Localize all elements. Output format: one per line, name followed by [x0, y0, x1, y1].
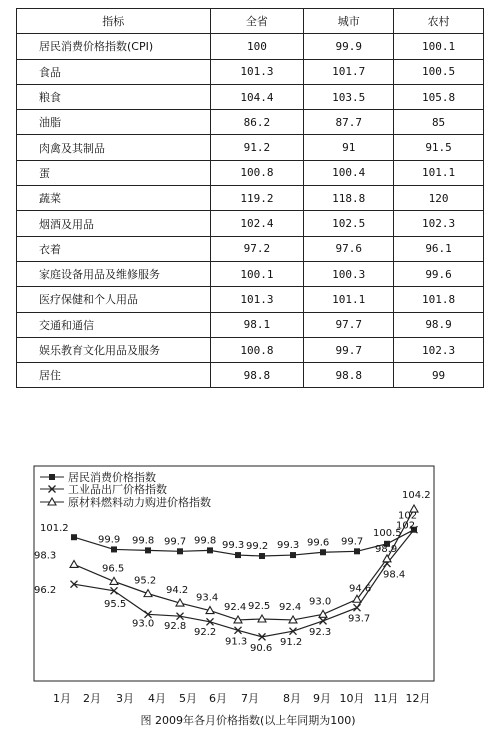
- header-province: 全省: [210, 9, 304, 34]
- cpi-marker: [71, 534, 77, 540]
- cpi-series-data-label: 101.2: [40, 523, 69, 535]
- cpi-series-data-label: 99.6: [307, 537, 330, 549]
- purchase-price-series-data-label: 95.2: [134, 575, 157, 587]
- city-value: 100.4: [304, 160, 394, 185]
- indicator-cell: 粮食: [17, 84, 211, 109]
- city-value: 91: [304, 135, 394, 160]
- city-value: 102.5: [304, 211, 394, 236]
- cpi-series-data-label: 99.3: [222, 540, 245, 552]
- rural-value: 100.5: [394, 59, 484, 84]
- cpi-marker: [354, 548, 360, 554]
- indicator-cell: 油脂: [17, 110, 211, 135]
- ppi-marker: [320, 617, 327, 624]
- indicator-cell: 蛋: [17, 160, 211, 185]
- indicator-cell: 烟酒及用品: [17, 211, 211, 236]
- table-row: [17, 287, 484, 312]
- purchase-price-series-data-label: 94.6: [349, 583, 372, 595]
- x-tick-label: 3月: [116, 692, 134, 705]
- rural-value: 102.3: [394, 337, 484, 362]
- purchase-price-marker: [70, 560, 78, 567]
- rural-value: 91.5: [394, 135, 484, 160]
- rural-value: 96.1: [394, 236, 484, 261]
- province-value: 102.4: [210, 211, 304, 236]
- city-value: 118.8: [304, 186, 394, 211]
- x-tick-label: 2月: [83, 692, 101, 705]
- cpi-series-data-label: 99.8: [132, 535, 155, 547]
- purchase-price-series-data-label: 98.3: [34, 550, 57, 562]
- ppi-series-data-label: 96.2: [34, 585, 57, 597]
- x-tick-label: 5月: [179, 692, 197, 705]
- indicator-cell: 蔬菜: [17, 186, 211, 211]
- ppi-series-data-label: 93.0: [132, 618, 155, 630]
- chart-caption: 图 2009年各月价格指数(以上年同期为100): [140, 714, 356, 727]
- indicator-cell: 医疗保健和个人用品: [17, 287, 211, 312]
- purchase-price-series-data-label: 93.0: [309, 596, 332, 608]
- city-value: 97.7: [304, 312, 394, 337]
- ppi-marker: [235, 627, 242, 634]
- x-tick-label: 10月: [339, 692, 365, 705]
- rural-value: 101.1: [394, 160, 484, 185]
- table-row: [17, 312, 484, 337]
- indicator-cell: 肉禽及其制品: [17, 135, 211, 160]
- table-row: [17, 135, 484, 160]
- cpi-marker: [207, 547, 213, 553]
- table-row: [17, 236, 484, 261]
- city-value: 100.3: [304, 261, 394, 286]
- rural-value: 105.8: [394, 84, 484, 109]
- province-value: 100.1: [210, 261, 304, 286]
- legend-label: 工业品出厂价格指数: [68, 483, 167, 496]
- table-row: [17, 261, 484, 286]
- province-value: 91.2: [210, 135, 304, 160]
- ppi-series-data-label: 92.8: [164, 621, 187, 633]
- purchase-price-series-data-label: 92.4: [224, 601, 247, 613]
- purchase-price-marker: [383, 555, 391, 562]
- table-row: [17, 110, 484, 135]
- header-city: 城市: [304, 9, 394, 34]
- ppi-marker: [354, 604, 361, 611]
- x-tick-label: 11月: [373, 692, 399, 705]
- city-value: 103.5: [304, 84, 394, 109]
- cpi-series-data-label: 102: [396, 520, 416, 532]
- cpi-marker: [290, 552, 296, 558]
- table-row: [17, 186, 484, 211]
- ppi-series-data-label: 90.6: [250, 642, 273, 654]
- indicator-cell: 交通和通信: [17, 312, 211, 337]
- purchase-price-series-data-label: 92.5: [248, 601, 271, 612]
- ppi-series-data-label: 93.7: [348, 613, 371, 625]
- legend-label: 原材料燃料动力购进价格指数: [68, 496, 211, 509]
- ppi-series-data-label: 92.3: [309, 626, 332, 638]
- x-tick-label: 1月: [53, 692, 71, 705]
- purchase-price-series-data-label: 93.4: [196, 592, 219, 604]
- price-index-line-chart: [0, 440, 496, 710]
- table-row: [17, 84, 484, 109]
- province-value: 104.4: [210, 84, 304, 109]
- chart-legend: [40, 470, 211, 509]
- purchase-price-marker: [110, 577, 118, 584]
- city-value: 97.6: [304, 236, 394, 261]
- cpi-series-data-label: 100.5: [373, 527, 402, 539]
- rural-value: 98.9: [394, 312, 484, 337]
- cpi-series-data-label: 99.9: [98, 534, 121, 546]
- city-value: 101.7: [304, 59, 394, 84]
- province-value: 97.2: [210, 236, 304, 261]
- ppi-series-data-label: 91.2: [280, 637, 303, 649]
- province-value: 100: [210, 34, 304, 59]
- cpi-marker: [111, 546, 117, 552]
- header-indicator: 指标: [17, 9, 211, 34]
- x-tick-label: 8月: [283, 692, 301, 705]
- cpi-series-data-label: 99.7: [164, 536, 187, 548]
- indicator-cell: 衣着: [17, 236, 211, 261]
- purchase-price-series-data-label: 98.9: [375, 543, 398, 555]
- ppi-series-data-label: 102: [398, 510, 418, 522]
- province-value: 119.2: [210, 186, 304, 211]
- price-index-table: [16, 8, 484, 388]
- city-value: 98.8: [304, 363, 394, 388]
- city-value: 87.7: [304, 110, 394, 135]
- purchase-price-series-data-label: 94.2: [166, 585, 189, 597]
- table-row: [17, 59, 484, 84]
- rural-value: 99: [394, 363, 484, 388]
- cpi-marker: [177, 548, 183, 554]
- indicator-cell: 食品: [17, 59, 211, 84]
- city-value: 99.7: [304, 337, 394, 362]
- rural-value: 85: [394, 110, 484, 135]
- province-value: 86.2: [210, 110, 304, 135]
- indicator-cell: 居住: [17, 363, 211, 388]
- ppi-series-data-label: 92.2: [194, 626, 217, 638]
- table-row: [17, 211, 484, 236]
- rural-value: 120: [394, 186, 484, 211]
- table-row: [17, 363, 484, 388]
- x-tick-label: 4月: [148, 692, 166, 705]
- x-tick-label: 7月: [241, 692, 259, 705]
- rural-value: 101.8: [394, 287, 484, 312]
- chart-x-axis: [53, 692, 431, 705]
- cpi-series-data-label: 99.7: [341, 536, 364, 548]
- cpi-series-data-label: 99.2: [246, 541, 269, 553]
- indicator-cell: 娱乐教育文化用品及服务: [17, 337, 211, 362]
- x-tick-label: 12月: [405, 692, 431, 705]
- ppi-series-data-label: 98.4: [383, 569, 406, 581]
- cpi-marker: [259, 553, 265, 559]
- x-tick-label: 6月: [209, 692, 227, 705]
- province-value: 100.8: [210, 160, 304, 185]
- purchase-price-series-data-label: 92.4: [279, 601, 302, 613]
- province-value: 98.8: [210, 363, 304, 388]
- x-tick-label: 9月: [313, 692, 331, 705]
- cpi-marker: [145, 547, 151, 553]
- cpi-series-data-label: 99.3: [277, 540, 300, 552]
- cpi-marker: [320, 549, 326, 555]
- cpi-marker: [235, 552, 241, 558]
- table-header-row: [17, 9, 484, 34]
- rural-value: 102.3: [394, 211, 484, 236]
- province-value: 101.3: [210, 287, 304, 312]
- table-row: [17, 160, 484, 185]
- city-value: 101.1: [304, 287, 394, 312]
- ppi-series-data-label: 91.3: [225, 636, 248, 648]
- table-row: [17, 337, 484, 362]
- province-value: 98.1: [210, 312, 304, 337]
- cpi-series-data-label: 99.8: [194, 535, 217, 547]
- indicator-cell: 居民消费价格指数(CPI): [17, 34, 211, 59]
- header-rural: 农村: [394, 9, 484, 34]
- ppi-series-data-label: 95.5: [104, 598, 127, 610]
- purchase-price-marker: [319, 610, 327, 617]
- purchase-price-series-data-label: 96.5: [102, 563, 125, 575]
- rural-value: 99.6: [394, 261, 484, 286]
- chart-data-labels: [34, 490, 431, 654]
- city-value: 99.9: [304, 34, 394, 59]
- province-value: 100.8: [210, 337, 304, 362]
- purchase-price-series-data-label: 104.2: [402, 490, 431, 502]
- rural-value: 100.1: [394, 34, 484, 59]
- province-value: 101.3: [210, 59, 304, 84]
- legend-marker: [49, 474, 55, 480]
- indicator-cell: 家庭设备用品及维修服务: [17, 261, 211, 286]
- legend-label: 居民消费价格指数: [68, 471, 156, 484]
- table-row: [17, 34, 484, 59]
